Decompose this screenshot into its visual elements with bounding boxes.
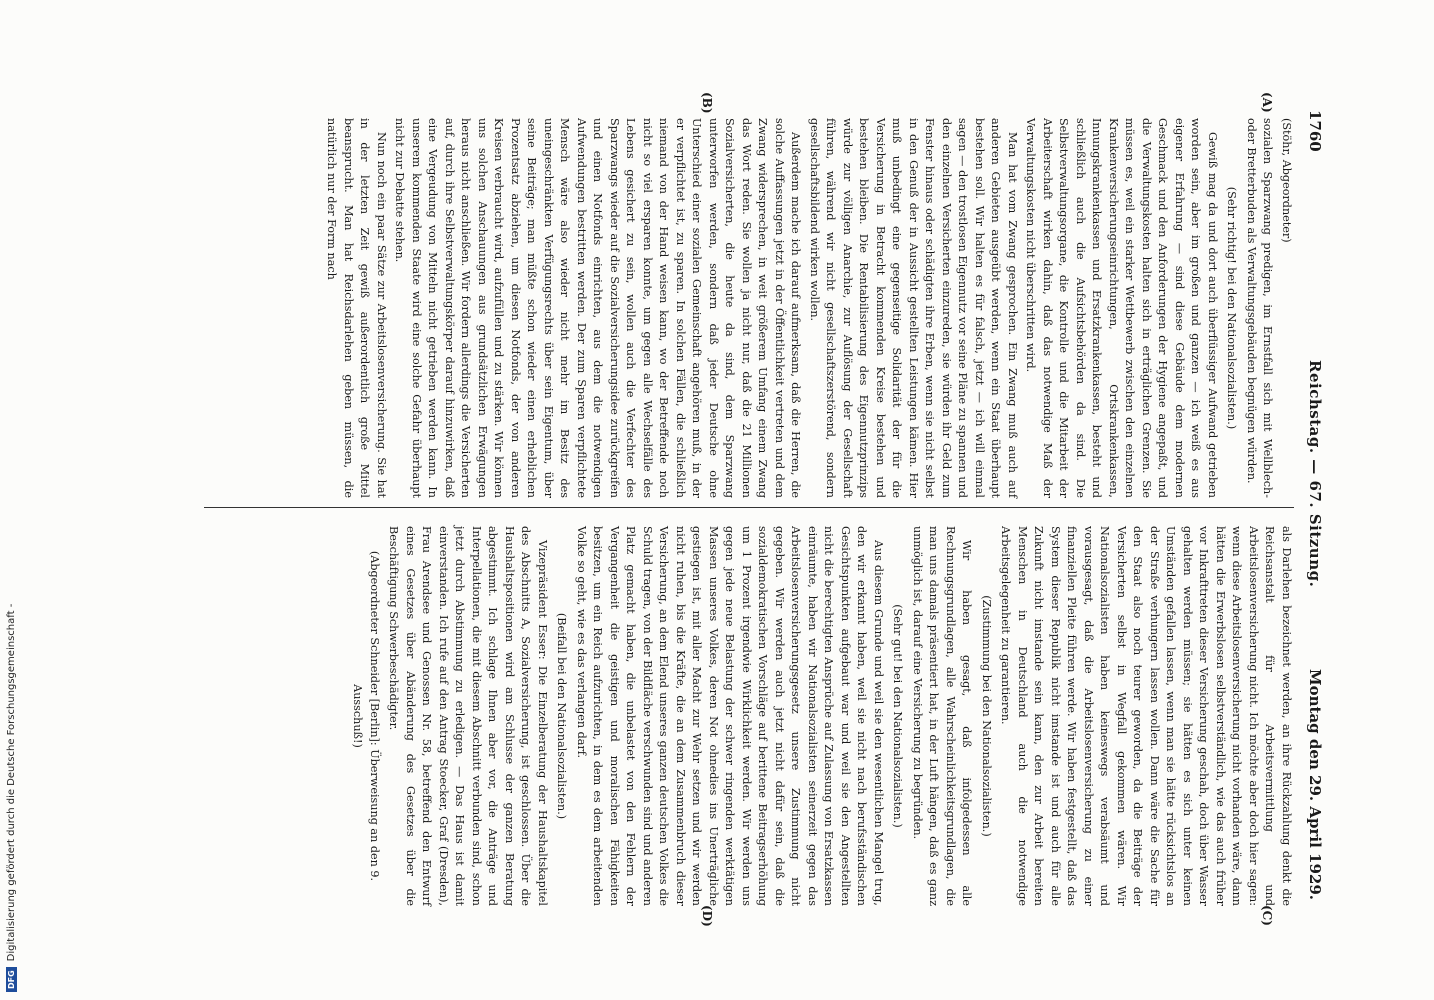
session-date: Montag den 29. April 1929. bbox=[1306, 669, 1324, 900]
margin-marker-c: (C) bbox=[1260, 905, 1274, 926]
page-title: Reichstag. — 67. Sitzung. bbox=[1306, 360, 1324, 588]
right-column bbox=[346, 526, 1294, 906]
margin-marker-b: (B) bbox=[700, 92, 714, 114]
paragraph: Vizepräsident Esser: Die Einzelberatung der Haushaltskapitel des Abschnitts A, Sozialversicherung, ist geschlossen. Über die Haushaltspositionen wird am Schlusse der ganzen Beratung abgestimmt. Ich schlage Ihnen aber vor, die Anträge und Interpellationen, die mit diesem Abschnitt verbunden sind, schon jetzt durch Abstimmung zu erledigen. — Das Haus ist damit einverstanden. Ich rufe auf den Antrag Stoecker, Graf (Dresden), Frau Arendsee und Genossen Nr. 58, betreffend den Entwurf eines Gesetzes über Abänderung des Gesetzes über die Beschäftigung Schwerbeschädigter. bbox=[387, 526, 549, 906]
page-number: 1760 bbox=[1306, 110, 1324, 152]
column-divider bbox=[204, 507, 1294, 508]
margin-marker-a: (A) bbox=[1260, 92, 1274, 113]
paragraph: Gewiß mag da und dort auch überflüssiger Aufwand getrieben worden sein, aber im großen und ganzen — ich weiß es aus eigener Erfahrung — sind diese Gebäude dem modernen Geschmack und den Anforderungen der Hygiene angepaßt, und die Verwaltungskosten halten sich in erträglichen Grenzen. Sie müssen es, weil ein starker Wettbewerb zwischen den einzelnen Krankenversicherungseinrichtungen, Ortskrankenkassen, Innungskrankenkassen und Ersatzkrankenkassen, besteht und schließlich auch die Aufsichtsbehörden da sind. Die Selbstverwaltungsorgane, die Kontrolle und die Mitarbeit der Arbeiterschaft wirken dahin, daß das notwendige Maß der Verwaltungskosten nicht überschritten wird. bbox=[1024, 118, 1219, 498]
paragraph: sozialen Sparzwang predigen, im Ernstfall sich mit Wellblech- oder Bretterbuden als Verwaltungsgebäuden begnügen würden. bbox=[1245, 118, 1275, 498]
speaker-label: (Stöhr, Abgeordneter) bbox=[1280, 118, 1293, 243]
interjection: (Sehr richtig! bei den Nationalsozialisten.) bbox=[1225, 186, 1239, 430]
interjection: (Sehr gut! bei den Nationalsozialisten.) bbox=[891, 604, 905, 828]
page-header bbox=[1300, 110, 1328, 900]
paragraph: Nun noch ein paar Sätze zur Arbeitslosenversicherung. Sie hat in der letzten Zeit gewiß außerordentlich große Mittel beansprucht. Man hat Reichsdarlehen geben müssen, die natürlich nur der Form nach bbox=[325, 118, 388, 498]
dfg-logo: DFG bbox=[6, 967, 17, 992]
margin-marker-d: (D) bbox=[700, 905, 714, 927]
paragraph: als Darlehen bezeichnet werden, an ihre Rückzahlung denkt die Reichsanstalt für Arbeitsvermittlung und Arbeitslosenversicherung nicht. Ich möchte aber doch hier sagen: wenn diese Arbeitslosenversicherung nicht vorhanden wäre, dann hätten die Erwerbslosen selbstverständlich, wie das auch früher vor Inkrafttreten dieser Versicherung geschah, doch über Wasser gehalten werden müssen; sie hätten es sich unter keinen Umständen gefallen lassen, wenn man sie hätte rücksichtslos an der Straße verhungern lassen wollen. Dann wäre die Sache für den Staat also noch teurer geworden, da die Beiträge der Versicherten selbst in Wegfall gekommen wären. Wir Nationalsozialisten haben keineswegs verabsäumt und vorausgesagt, daß die Arbeitslosenversicherung zu einer finanziellen Pleite führen werde. Wir haben festgestellt, daß das System dieser Republik nicht imstande ist und auch für alle Zukunft nicht imstande sein kann, den zur Arbeit bereiten Menschen in Deutschland auch die notwendige Arbeitsgelegenheit zu garantieren. bbox=[999, 526, 1293, 906]
left-column bbox=[321, 118, 1294, 498]
interjection: (Beifall bei den Nationalsozialisten.) bbox=[555, 612, 569, 820]
digitization-credit-strip bbox=[0, 0, 22, 1000]
paragraph: Aus diesem Grunde und weil sie den wesentlichen Mangel trug, den wir erkannt haben, weil sie nicht nach berufsständischen Gesichtspunkten aufgebaut war und weil sie den Angestellten nicht die berechtigten Ansprüche auf Zulassung von Ersatzkassen einräumte, haben wir Nationalsozialisten seinerzeit gegen das Arbeitslosenversicherungsgesetz unsere Zustimmung nicht gegeben. Wir werden auch jetzt nicht dafür sein, daß die sozialdemokratischen Vorschläge auf berittene Beitragserhöhung um 1 Prozent irgendwie Wirklichkeit werden. Wir werden uns gegen jede neue Belastung der schwer ringenden werktätigen Massen unseres Volkes, deren Not ohnedies ins Unerträgliche gestiegen ist, mit aller Macht zur Wehr setzen und wir werden nicht ruhen, bis die Kräfte, die an dem Zusammenbruch dieser Versicherung, an dem Elend unseres ganzen deutschen Volkes die Schuld tragen, von der Bildfläche verschwunden sind und anderen Platz gemacht haben, die unbelastet von den Fehlern der Vergangenheit die geistigen und moralischen Fähigkeiten besitzen, um ein Reich aufzurichten, in dem es dem arbeitenden Volke so geht, wie es das verlangen darf. bbox=[575, 526, 885, 906]
paragraph: Wir haben gesagt, daß infolgedessen alle Rechnungsgrundlagen, alle Wahrscheinlichkeitsgrundlagen, die man uns damals präsentiert hat, in der Luft hängen, daß es ganz unmöglich ist, darauf eine Versicherung zu begründen. bbox=[911, 526, 974, 906]
interjection: (Abgeordneter Schneider [Berlin]: Überweisung an den 9. Ausschuß!) bbox=[351, 550, 381, 882]
paragraph: Man hat vom Zwang gesprochen. Ein Zwang muß auch auf anderen Gebieten ausgeübt werden, wenn ein Staat überhaupt bestehen soll. Wir halten es für falsch, jetzt — ich will einmal sagen — den trostlosen Eigennutz vor seine Pläne zu spannen und den einzelnen Versicherten einzureden, sie würden ihr Geld zum Fenster hinaus oder schädigten ihre Erben, wenn sie nicht selbst in den Genuß der in Aussicht gestellten Leistungen kämen. Hier muß unbedingt eine gegenseitige Solidarität der für die Versicherung in Betracht kommenden Kreise bestehen und bestehen bleiben. Die Rentabilisierung des Eigennutzprinzips würde zur völligen Anarchie, zur Auflösung der Gesellschaft führen, während wir nicht gesellschaftszerstörend, sondern gesellschaftsbildend wirken wollen. bbox=[808, 118, 1019, 498]
digitization-credit: Digitalisierung gefördert durch die Deutsche Forschungsgemeinschaft - bbox=[5, 603, 17, 962]
interjection: (Zustimmung bei den Nationalsozialisten.) bbox=[980, 595, 993, 837]
paragraph: Außerdem mache ich darauf aufmerksam, daß die Herren, die solche Auffassungen jetzt in der Öffentlichkeit vertreten und dem Zwang widersprechen, in weit größerem Umfang einem Zwang das Wort reden. Sie wollen ja nicht nur, daß die 21 Millionen Sozialversicherten, die heute da sind, dem Sparzwang unterworfen werden, sondern daß jeder Deutsche ohne Unterschied einer sozialen Gemeinschaft angehören muß, in der er verpflichtet ist, zu sparen. In solchen Fällen, die schließlich niemand von der Hand weisen kann, wo der Betreffende noch nicht so viel ersparen konnte, um gegen alle Wechselfälle des Lebens gesichert zu sein, wollen auch die Verfechter des Sparzwangs wieder auf die Sozialversicherungsidee zurückgreifen und einen Notfonds einrichten, aus dem die notwendigen Aufwendungen bestritten werden. Der zum Sparen verpflichtete Mensch wäre also wieder nicht mehr im Besitz des uneingeschränkten Verfügungsrechts über sein Eigentum, über seine Beiträge; man müßte schon wieder einen erheblichen Prozentsatz abziehen, um diesen Notfonds, der von anderen Kreisen verbraucht wird, aufzufüllen und zu stärken. Wir können uns solchen Anschauungen aus grundsätzlichen Erwägungen heraus nicht anschließen. Wir fordern allerdings die Versicherten auf, durch ihre Selbstverwaltungskörper darauf hinzuwirken, daß eine Vergeudung von Mitteln nicht getrieben werden kann. In unserem kommenden Staate wird eine solche Gefahr überhaupt nicht zur Debatte stehen. bbox=[393, 118, 803, 498]
